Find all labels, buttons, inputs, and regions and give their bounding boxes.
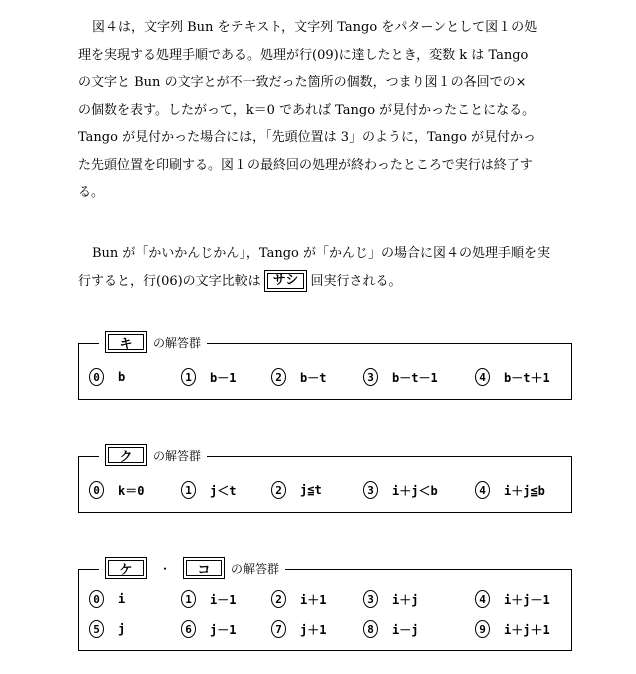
paragraph-1-line: Tango が見付かった場合には，「先頭位置は 3」のように，Tango が見付かっ [78,130,537,145]
choice-text: j [118,622,126,636]
answer-label-ke: ケ [105,557,147,579]
answer-label-ko: コ [183,557,225,579]
choice-text: k＝0 [118,483,145,498]
choice-text: b [118,370,126,384]
answer-group-legend [99,331,207,353]
choice-ku-4[interactable] [475,481,545,499]
answer-group-suffix: の解答群 [153,448,202,463]
choice-ki-1[interactable] [181,368,236,386]
choice-number: 3 [363,368,378,386]
choice-number: 0 [89,481,104,499]
choice-ku-3[interactable] [363,481,438,499]
answer-label-ku: ク [105,444,147,466]
choice-keko-0[interactable] [89,590,125,608]
choice-number: 0 [89,590,104,608]
choice-number: 5 [89,620,104,638]
paragraph-2-text: 行すると，行(06)の文字比較は [78,273,261,289]
choice-text: b－t－1 [392,370,438,385]
choice-keko-9[interactable] [475,620,550,638]
answer-group-legend [99,557,285,579]
choice-keko-8[interactable] [363,620,418,638]
choice-keko-4[interactable] [475,590,550,608]
choice-text: i－j [392,622,419,637]
choice-text: i＋j≦b [504,483,545,498]
choice-text: j＜t [210,483,237,498]
choice-ku-1[interactable] [181,481,236,499]
paragraph-1-line: る。 [78,185,105,200]
answer-group-ki [78,335,572,400]
choice-text: i＋1 [300,592,327,607]
choice-number: 1 [181,481,196,499]
choice-text: b－t＋1 [504,370,550,385]
choice-text: i＋j＋1 [504,622,550,637]
choice-text: i－1 [210,592,237,607]
choice-text: i [118,592,126,606]
choice-text: b－t [300,370,327,385]
choice-number: 9 [475,620,490,638]
choice-text: i＋j＜b [392,483,438,498]
choice-text: j＋1 [300,622,327,637]
label-separator: ・ [159,561,172,576]
choice-text: b－1 [210,370,237,385]
answer-group-suffix: の解答群 [231,561,280,576]
paragraph-2-text: 回実行される。 [310,273,402,289]
answer-label-ki: キ [105,331,147,353]
choice-number: 3 [363,481,378,499]
choice-ki-2[interactable] [271,368,326,386]
choice-number: 2 [271,590,286,608]
answer-group-keko [78,561,572,651]
choice-number: 8 [363,620,378,638]
choice-keko-1[interactable] [181,590,236,608]
paragraph-1-line: の個数を表す。したがって，k＝0 であれば Tango が見付かったことになる。 [78,102,536,118]
choice-keko-3[interactable] [363,590,418,608]
choice-text: j≦t [300,483,322,497]
answer-group-legend [99,444,207,466]
choice-ki-0[interactable] [89,368,125,386]
choice-number: 7 [271,620,286,638]
choice-keko-5[interactable] [89,620,125,638]
paragraph-1-line: 図４は，文字列 Bun をテキスト，文字列 Tango をパターンとして図１の処 [92,20,538,35]
paragraph-2-line: Bun が「かいかんじかん」，Tango が「かんじ」の場合に図４の処理手順を実 [92,246,550,261]
paragraph-1-line: の文字と Bun の文字とが不一致だった箇所の個数，つまり図１の各回での× [78,75,527,90]
choice-number: 3 [363,590,378,608]
choice-text: i＋j [392,592,419,607]
choice-ki-4[interactable] [475,368,550,386]
choice-keko-6[interactable] [181,620,236,638]
choice-number: 4 [475,481,490,499]
paragraph-1-line: た先頭位置を印刷する。図１の最終回の処理が終わったところで実行は終了す [78,157,533,173]
choice-number: 4 [475,368,490,386]
choice-keko-2[interactable] [271,590,326,608]
choice-keko-7[interactable] [271,620,326,638]
choice-ku-2[interactable] [271,481,322,499]
choice-text: j－1 [210,622,237,637]
paragraph-1 [78,14,578,207]
choice-text: i＋j－1 [504,592,550,607]
choice-number: 1 [181,368,196,386]
choice-number: 2 [271,368,286,386]
choice-number: 6 [181,620,196,638]
answer-blank-sashi[interactable]: サシ [264,270,308,292]
paragraph-2-line [78,268,578,296]
choice-number: 4 [475,590,490,608]
paragraph-2 [78,240,578,295]
choice-number: 1 [181,590,196,608]
choice-ku-0[interactable] [89,481,144,499]
choice-number: 2 [271,481,286,499]
answer-group-ku [78,448,572,513]
choice-number: 0 [89,368,104,386]
choice-ki-3[interactable] [363,368,438,386]
paragraph-1-line: 理を実現する処理手順である。処理が行(09)に達したとき，変数 k は Tango [78,47,529,63]
answer-group-suffix: の解答群 [153,335,202,350]
